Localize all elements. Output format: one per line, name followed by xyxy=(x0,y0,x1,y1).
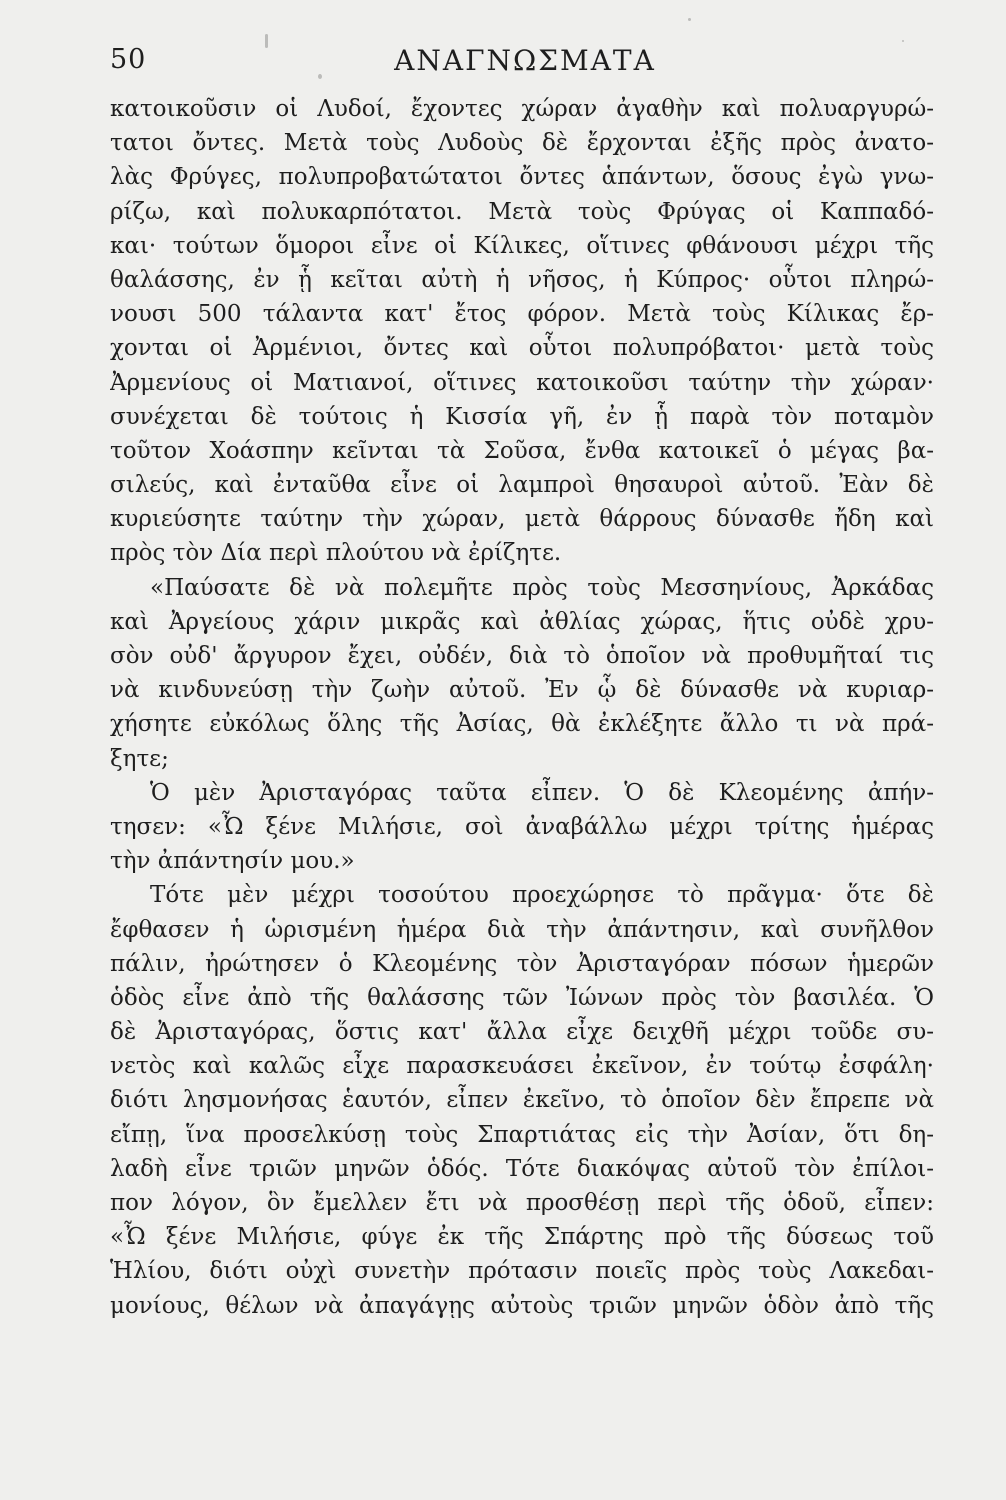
text-line: τοῦτον Χοάσπην κεῖνται τὰ Σοῦσα, ἔνθα κατοικεῖ ὁ μέγας βα- xyxy=(110,437,934,464)
text-line: καὶ Ἀργείους χάριν μικρᾶς καὶ ἀθλίας χώρας, ἥτις οὐδὲ χρυ- xyxy=(110,608,934,635)
text-line: τὴν ἀπάντησίν μου.» xyxy=(110,848,355,875)
paper-speck xyxy=(688,18,691,21)
paper-speck xyxy=(318,74,322,79)
paper-speck xyxy=(265,34,268,48)
text-line: νὰ κινδυνεύσῃ τὴν ζωὴν αὐτοῦ. Ἐν ᾧ δὲ δύνασθε νὰ κυριαρ- xyxy=(110,677,934,704)
text-line: πάλιν, ἠρώτησεν ὁ Κλεομένης τὸν Ἀρισταγόραν πόσων ἡμερῶν xyxy=(110,950,934,977)
text-line: συνέχεται δὲ τούτοις ἡ Κισσία γῆ, ἐν ᾗ παρὰ τὸν ποταμὸν xyxy=(110,403,934,430)
text-line: χονται οἱ Ἀρμένιοι, ὄντες καὶ οὗτοι πολυπρόβατοι· μετὰ τοὺς xyxy=(110,335,934,362)
text-line: τησεν: «Ὦ ξένε Μιλήσιε, σοὶ ἀναβάλλω μέχρι τρίτης ἡμέρας xyxy=(110,813,934,840)
text-line: Ἀρμενίους οἱ Ματιανοί, οἵτινες κατοικοῦσι ταύτην τὴν χώραν· xyxy=(110,369,934,396)
text-line: σιλεύς, καὶ ἐνταῦθα εἶνε οἱ λαμπροὶ θησαυροὶ αὐτοῦ. Ἐὰν δὲ xyxy=(110,472,934,499)
page-number: 50 xyxy=(110,44,147,75)
text-line: σὸν οὐδ' ἄργυρον ἔχει, οὐδέν, διὰ τὸ ὁποῖον νὰ προθυμῆταί τις xyxy=(110,643,934,669)
text-line: τατοι ὄντες. Μετὰ τοὺς Λυδοὺς δὲ ἔρχονται ἐξῆς πρὸς ἀνατο- xyxy=(110,130,934,157)
text-line: μονίους, θέλων νὰ ἀπαγάγῃς αὐτοὺς τριῶν μηνῶν ὁδὸν ἀπὸ τῆς xyxy=(110,1292,934,1319)
text-line: «Ὦ ξένε Μιλήσιε, φύγε ἐκ τῆς Σπάρτης πρὸ τῆς δύσεως τοῦ xyxy=(110,1224,934,1251)
text-line: νετὸς καὶ καλῶς εἶχε παρασκευάσει ἐκεῖνον, ἐν τούτῳ ἐσφάλη· xyxy=(110,1053,934,1080)
paragraph-start-line: Τότε μὲν μέχρι τοσούτου προεχώρησε τὸ πρᾶγμα· ὅτε δὲ xyxy=(150,882,934,909)
text-line: Ἡλίου, διότι οὐχὶ συνετὴν πρότασιν ποιεῖς πρὸς τοὺς Λακεδαι- xyxy=(110,1258,934,1285)
text-line: διότι λησμονήσας ἑαυτόν, εἶπεν ἐκεῖνο, τὸ ὁποῖον δὲν ἔπρεπε νὰ xyxy=(110,1087,934,1114)
text-line: λὰς Φρύγες, πολυπροβατώτατοι ὄντες ἁπάντων, ὅσους ἐγὼ γνω- xyxy=(110,164,934,191)
text-line: πον λόγον, ὃν ἔμελλεν ἔτι νὰ προσθέσῃ περὶ τῆς ὁδοῦ, εἶπεν: xyxy=(110,1190,934,1216)
running-title: ΑΝΑΓΝΩΣΜΑΤΑ xyxy=(394,44,656,77)
paper-speck xyxy=(902,40,904,42)
text-line: δὲ Ἀρισταγόρας, ὅστις κατ' ἄλλα εἶχε δειχθῆ μέχρι τοῦδε συ- xyxy=(110,1019,934,1046)
text-line: κατοικοῦσιν οἱ Λυδοί, ἔχοντες χώραν ἀγαθὴν καὶ πολυαργυρώ- xyxy=(110,96,934,122)
text-line: πρὸς τὸν Δία περὶ πλούτου νὰ ἐρίζητε. xyxy=(110,540,562,567)
text-line: λαδὴ εἶνε τριῶν μηνῶν ὁδός. Τότε διακόψας αὐτοῦ τὸν ἐπίλοι- xyxy=(110,1155,934,1182)
text-line: χήσητε εὐκόλως ὅλης τῆς Ἀσίας, θὰ ἐκλέξητε ἄλλο τι νὰ πρά- xyxy=(110,711,934,738)
paragraph-start-line: Ὁ μὲν Ἀρισταγόρας ταῦτα εἶπεν. Ὁ δὲ Κλεομένης ἀπήν- xyxy=(150,779,934,806)
paragraph-start-line: «Παύσατε δὲ νὰ πολεμῆτε πρὸς τοὺς Μεσσηνίους, Ἀρκάδας xyxy=(150,574,934,601)
text-line: ὁδὸς εἶνε ἀπὸ τῆς θαλάσσης τῶν Ἰώνων πρὸς τὸν βασιλέα. Ὁ xyxy=(110,984,934,1011)
text-line: κυριεύσητε ταύτην τὴν χώραν, μετὰ θάρρους δύνασθε ἤδη καὶ xyxy=(110,506,934,533)
text-line: ξητε; xyxy=(110,745,169,772)
text-line: εἴπῃ, ἵνα προσελκύσῃ τοὺς Σπαρτιάτας εἰς τὴν Ἀσίαν, ὅτι δη- xyxy=(110,1121,934,1148)
text-line: θαλάσσης, ἐν ᾗ κεῖται αὐτὴ ἡ νῆσος, ἡ Κύπρος· οὗτοι πληρώ- xyxy=(110,266,934,293)
text-line: νουσι 500 τάλαντα κατ' ἔτος φόρον. Μετὰ τοὺς Κίλικας ἔρ- xyxy=(110,301,934,328)
text-line: ρίζω, καὶ πολυκαρπότατοι. Μετὰ τοὺς Φρύγας οἱ Καππαδό- xyxy=(110,198,934,225)
body-text xyxy=(110,92,934,1323)
text-line: ἔφθασεν ἡ ὡρισμένη ἡμέρα διὰ τὴν ἀπάντησιν, καὶ συνῆλθον xyxy=(110,916,934,943)
page-header xyxy=(110,44,940,84)
text-line: και· τούτων ὅμοροι εἶνε οἱ Κίλικες, οἵτινες φθάνουσι μέχρι τῆς xyxy=(110,232,934,259)
